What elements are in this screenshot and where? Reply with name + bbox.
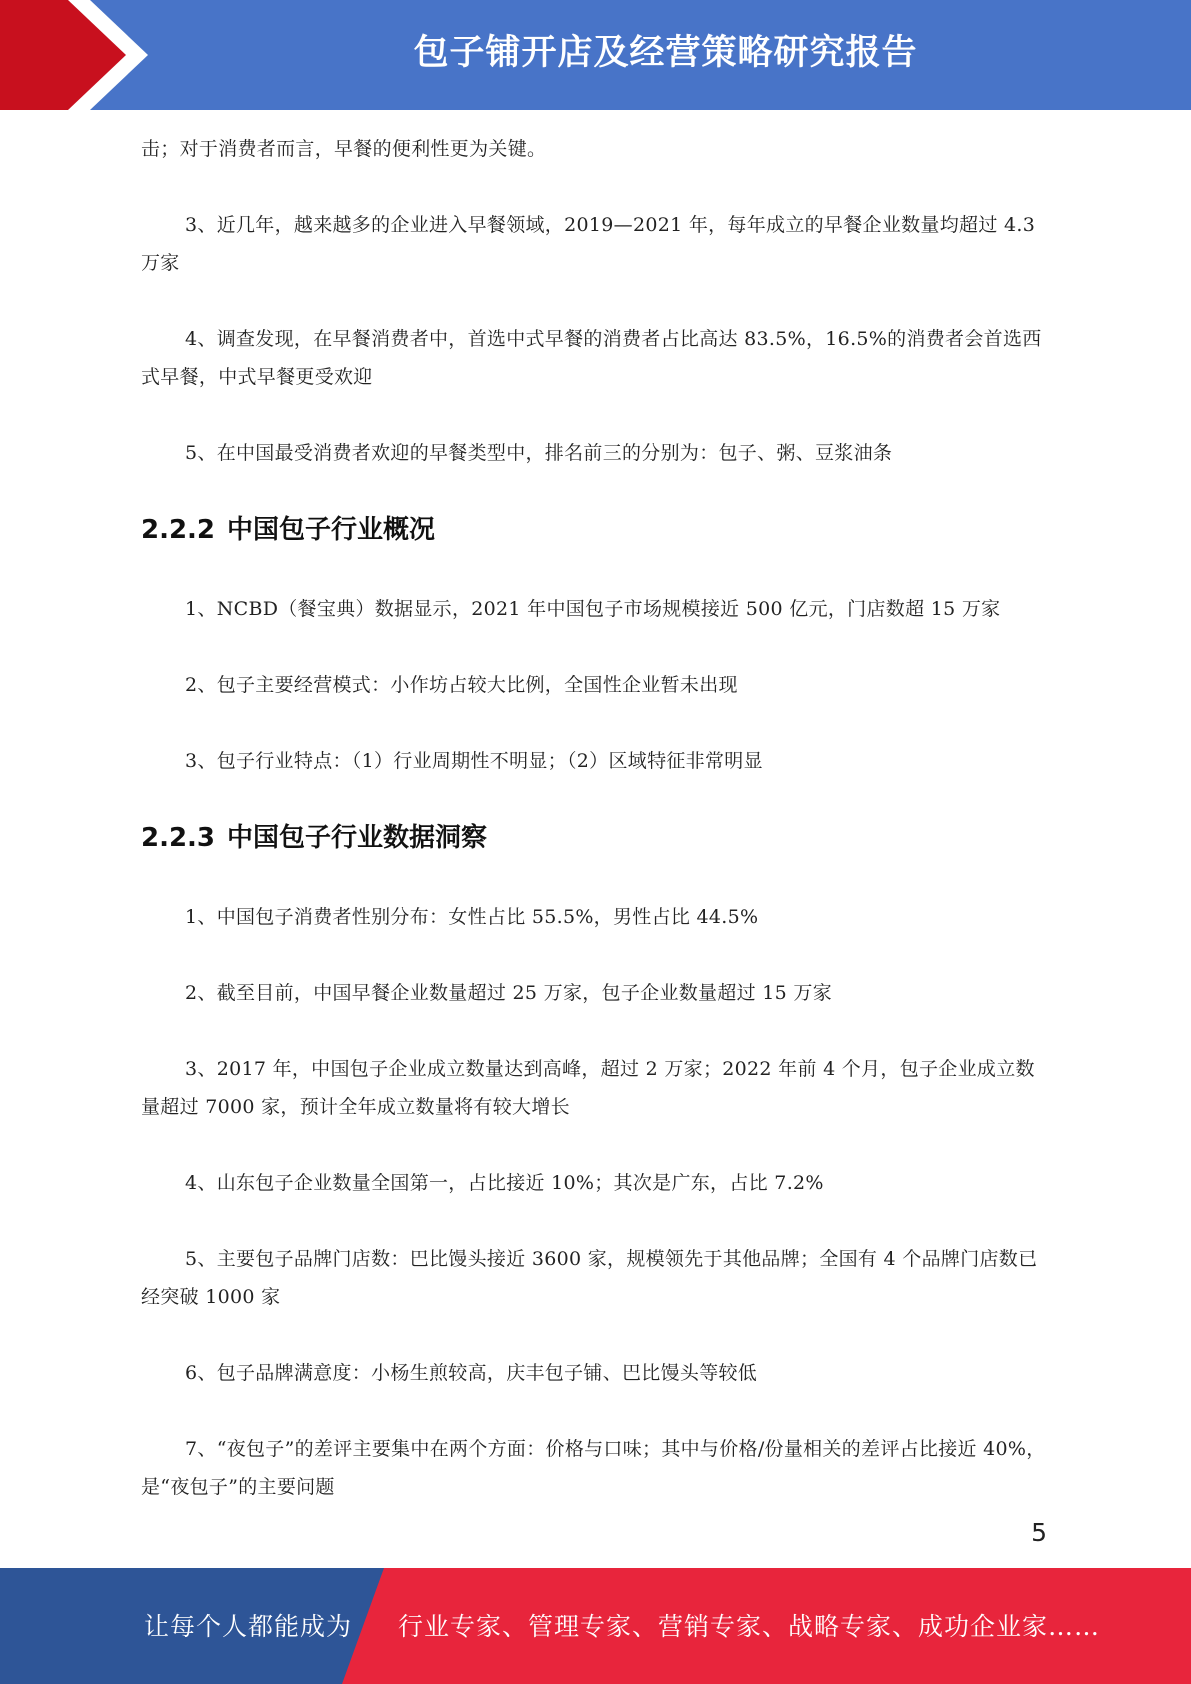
list-item: 1、NCBD（餐宝典）数据显示，2021 年中国包子市场规模接近 500 亿元，门店数超 15 万家: [185, 598, 1001, 620]
section-title-text: 中国包子行业数据洞察: [227, 823, 488, 853]
list-item: 2、包子主要经营模式：小作坊占较大比例，全国性企业暂未出现: [185, 674, 738, 696]
list-item: 7、“夜包子”的差评主要集中在两个方面：价格与口味；其中与价格/份量相关的差评占比接近 40%，是“夜包子”的主要问题: [141, 1438, 1046, 1498]
footer-slogan-right: 行业专家、管理专家、营销专家、战略专家、成功企业家……: [398, 1612, 1101, 1641]
header-chevron-decoration: [0, 0, 160, 110]
list-item: 5、主要包子品牌门店数：巴比馒头接近 3600 家，规模领先于其他品牌；全国有 4 个品牌门店数已经突破 1000 家: [141, 1248, 1038, 1308]
list-item: 3、包子行业特点：（1）行业周期性不明显；（2）区域特征非常明显: [185, 750, 763, 772]
section-number: 2.2.2: [141, 515, 216, 545]
list-item: 3、2017 年，中国包子企业成立数量达到高峰，超过 2 万家；2022 年前 4 个月，包子企业成立数量超过 7000 家，预计全年成立数量将有较大增长: [141, 1058, 1035, 1118]
section-heading-2-2-2: [141, 510, 1051, 550]
list-item: 4、山东包子企业数量全国第一，占比接近 10%；其次是广东，占比 7.2%: [185, 1172, 824, 1194]
footer-slogan-left: 让每个人都能成为: [144, 1612, 353, 1641]
document-body: [141, 130, 1051, 1506]
footer-band: [0, 1568, 1191, 1684]
section-number: 2.2.3: [141, 823, 216, 853]
list-item: 6、包子品牌满意度：小杨生煎较高，庆丰包子铺、巴比馒头等较低: [185, 1362, 758, 1384]
paragraph: 5、在中国最受消费者欢迎的早餐类型中，排名前三的分别为：包子、粥、豆浆油条: [185, 442, 893, 464]
paragraph: 击；对于消费者而言，早餐的便利性更为关键。: [141, 138, 547, 160]
list-item: 2、截至目前，中国早餐企业数量超过 25 万家，包子企业数量超过 15 万家: [185, 982, 833, 1004]
section-heading-2-2-3: [141, 818, 1051, 858]
list-item: 1、中国包子消费者性别分布：女性占比 55.5%，男性占比 44.5%: [185, 906, 759, 928]
paragraph: 4、调查发现，在早餐消费者中，首选中式早餐的消费者占比高达 83.5%，16.5%的消费者会首选西式早餐，中式早餐更受欢迎: [141, 328, 1042, 388]
document-title: 包子铺开店及经营策略研究报告: [413, 33, 918, 73]
header-banner: [0, 0, 1191, 110]
paragraph: 3、近几年，越来越多的企业进入早餐领域，2019—2021 年，每年成立的早餐企业数量均超过 4.3 万家: [141, 214, 1036, 274]
section-title-text: 中国包子行业概况: [227, 515, 436, 545]
page-number: 5: [1031, 1518, 1047, 1547]
